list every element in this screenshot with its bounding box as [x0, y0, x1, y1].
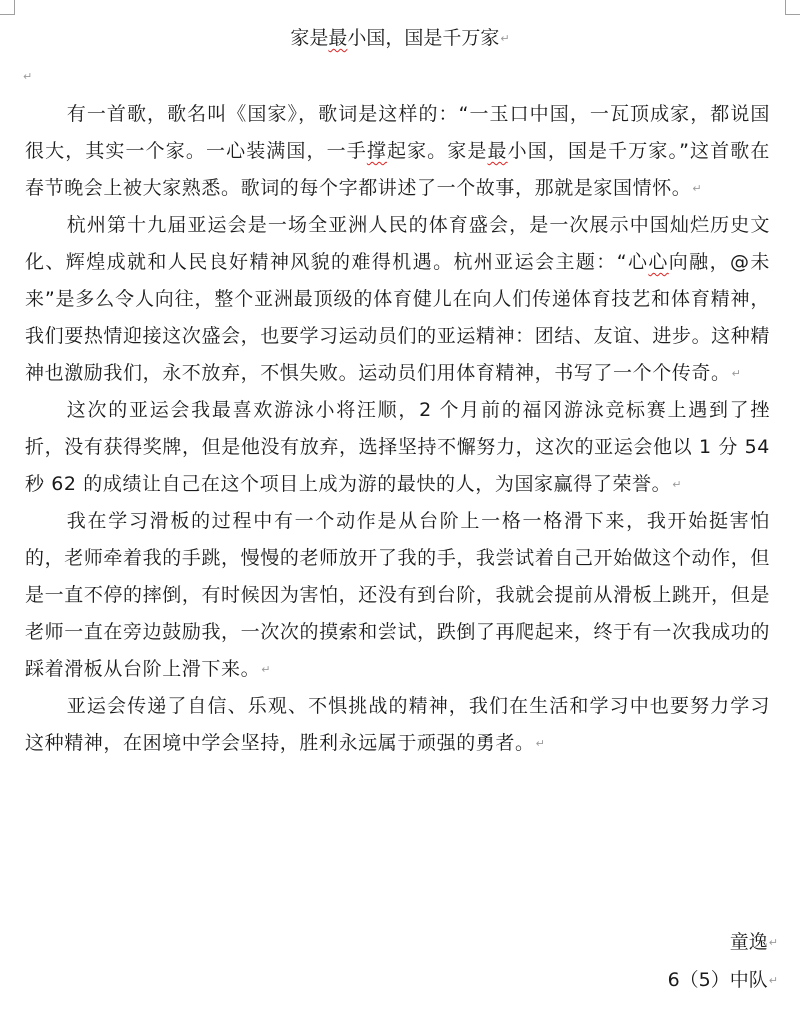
paragraph-text: 这次的亚运会我最喜欢游泳小将汪顺，2 个月前的福冈游泳竞标赛上遇到了挫折，没有获得奖牌，但是他没有放弃，选择坚持不懈努力，这次的亚运会他以 1 分 54 秒 62 的成绩让自己在这个项目上成为游的最快的人，为国家赢得了荣誉。 [25, 399, 770, 495]
paragraph-skateboard[interactable] [25, 503, 770, 688]
author-class[interactable] [668, 966, 778, 995]
paragraph-mark-icon: ↵ [535, 737, 546, 750]
spellcheck-flagged-word[interactable]: 撑 [366, 140, 387, 162]
document-title[interactable] [0, 24, 800, 53]
paragraph-mark-icon: ↵ [672, 478, 683, 491]
class-text: 6（5）中队 [667, 969, 768, 991]
title-text: 小国，国是千万家 [347, 27, 500, 49]
paragraph-swimmer[interactable] [25, 392, 770, 503]
paragraph-mark-icon: ↵ [261, 663, 272, 676]
empty-paragraph[interactable] [22, 66, 32, 85]
paragraph-mark-icon: ↵ [768, 935, 778, 949]
paragraph-song[interactable] [25, 96, 770, 207]
paragraph-mark-icon: ↵ [768, 973, 778, 987]
document-body[interactable] [25, 96, 770, 762]
paragraph-text: 向融，@未来”是多么令人向往，整个亚洲最顶级的体育健儿在向人们传递体育技艺和体育精神，我们要热情迎接这次盛会，也要学习运动员们的亚运精神：团结、友谊、进步。这种精神也激励我们，永不放弃，不惧失败。运动员们用体育精神，书写了一个个传奇。 [25, 251, 770, 384]
paragraph-text: 亚运会传递了自信、乐观、不惧挑战的精神，我们在生活和学习中也要努力学习这种精神，在困境中学会坚持，胜利永远属于顽强的勇者。 [25, 695, 770, 754]
paragraph-mark-icon: ↵ [692, 182, 703, 195]
paragraph-mark-icon: ↵ [23, 70, 33, 83]
paragraph-text: 起家。家是 [386, 140, 488, 162]
paragraph-text: 杭州第十九届亚运会是一场全亚洲人民的体育盛会，是一次展示中国灿烂历史文化、辉煌成就和人民良好精神风貌的难得机遇。杭州亚运会主题：“心 [25, 214, 770, 273]
page-corner-mark-top-left [0, 0, 15, 15]
spellcheck-flagged-word[interactable]: 最 [487, 140, 508, 162]
spellcheck-flagged-word[interactable]: 心 [648, 251, 669, 273]
paragraph-text: 我在学习滑板的过程中有一个动作是从台阶上一格一格滑下来，我开始挺害怕的，老师牵着我的手跳，慢慢的老师放开了我的手，我尝试着自己开始做这个动作，但是一直不停的摔倒，有时候因为害怕，还没有到台阶，我就会提前从滑板上跳开，但是老师一直在旁边鼓励我，一次次的摸索和尝试，跌倒了再爬起来，终于有一次我成功的踩着滑板从台阶上滑下来。 [25, 510, 770, 680]
page-corner-mark-top-right [785, 0, 800, 15]
spellcheck-flagged-word[interactable]: 最 [328, 27, 348, 49]
paragraph-conclusion[interactable] [25, 688, 770, 762]
paragraph-text: 有一首歌，歌名叫《国家》，歌词是这样的：“一玉口中国，一瓦顶成家，都说国很大，其实一个家。一心装满国，一手 [25, 103, 770, 162]
paragraph-asian-games[interactable] [25, 207, 770, 392]
author-name[interactable] [730, 928, 778, 957]
title-text: 家是 [290, 27, 329, 49]
paragraph-mark-icon: ↵ [500, 31, 510, 45]
paragraph-text: 小国，国是千万家。”这首歌在春节晚会上被大家熟悉。歌词的每个字都讲述了一个故事，那就是家国情怀。 [25, 140, 770, 199]
author-text: 童逸 [729, 931, 768, 953]
paragraph-mark-icon: ↵ [731, 367, 742, 380]
